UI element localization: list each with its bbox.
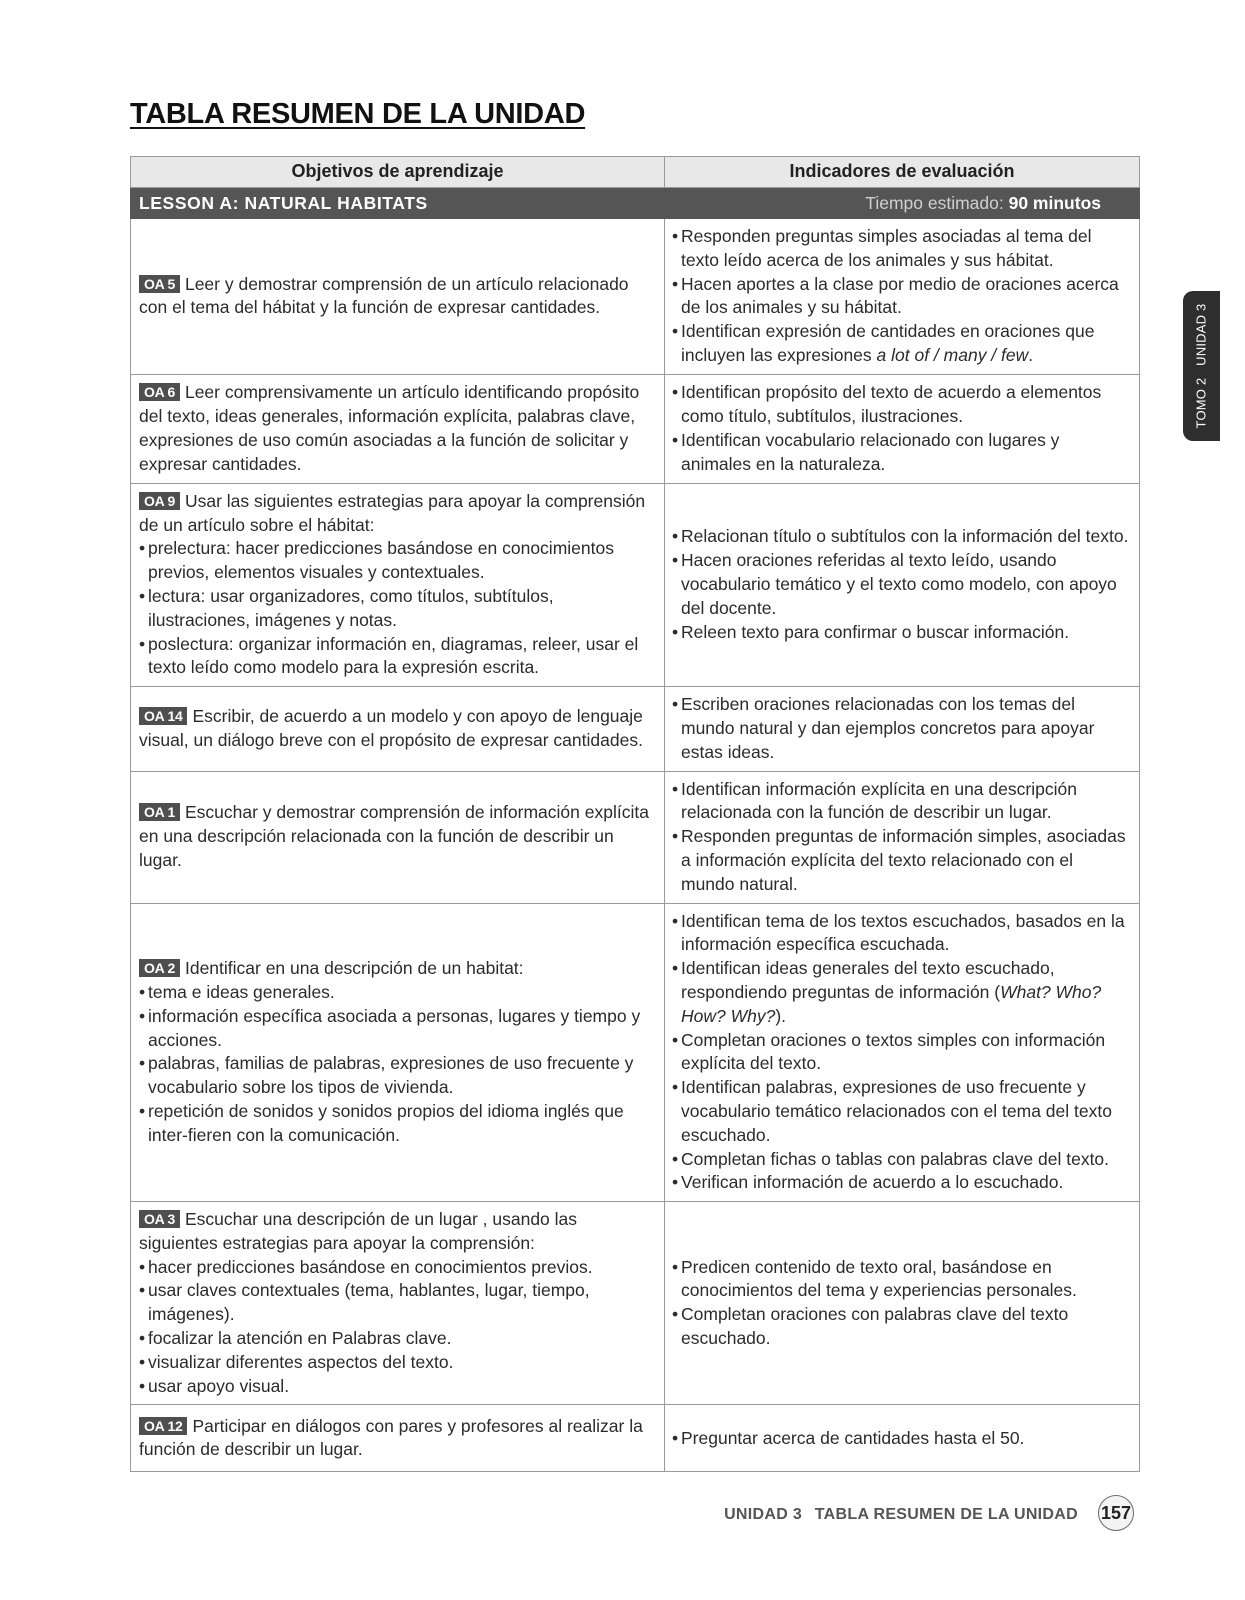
- objective-text-block: [139, 381, 656, 476]
- header-objectives: Objetivos de aprendizaje: [131, 157, 665, 188]
- objective-cell: [131, 771, 665, 903]
- oa-badge: OA 14: [139, 707, 187, 725]
- indicator-item: • Responden preguntas de información simples, asociadas a información explícita del texto relacionado con el mundo natural.: [672, 825, 1131, 896]
- oa-badge: OA 2: [139, 959, 180, 977]
- lesson-cell: [131, 188, 1140, 219]
- objective-list-item: • palabras, familias de palabras, expresiones de uso frecuente y vocabulario sobre los tipos de vivienda.: [139, 1052, 656, 1100]
- summary-table: [130, 156, 1140, 1472]
- footer-title: TABLA RESUMEN DE LA UNIDAD: [814, 1506, 1078, 1523]
- indicator-item: • Identifican tema de los textos escuchados, basados en la información específica escuchada.: [672, 910, 1131, 958]
- objective-cell: [131, 374, 665, 483]
- table-row: [131, 483, 1140, 686]
- oa-badge: OA 9: [139, 492, 180, 510]
- indicator-item: • Completan oraciones o textos simples con información explícita del texto.: [672, 1029, 1131, 1077]
- table-header-row: [131, 157, 1140, 188]
- lesson-time-value: 90 minutos: [1008, 193, 1101, 213]
- indicator-item: • Identifican información explícita en una descripción relacionada con la función de describir un lugar.: [672, 778, 1131, 826]
- objective-text-block: [139, 273, 656, 321]
- table-row: [131, 374, 1140, 483]
- objective-text: Escuchar una descripción de un lugar , usando las siguientes estrategias para apoyar la comprensión:: [139, 1209, 578, 1253]
- objective-text-block: [139, 957, 656, 981]
- objective-cell: [131, 903, 665, 1202]
- lesson-row: [131, 188, 1140, 219]
- indicator-list: [672, 525, 1131, 644]
- side-tab-tomo: TOMO 2: [1193, 377, 1209, 429]
- indicators-cell: [665, 771, 1140, 903]
- objective-text: Usar las siguientes estrategias para apoyar la comprensión de un artículo sobre el hábitat:: [139, 490, 646, 535]
- objective-list-item: • usar apoyo visual.: [139, 1375, 656, 1399]
- objective-list-item: • información específica asociada a personas, lugares y tiempo y acciones.: [139, 1005, 656, 1053]
- objective-text: Escribir, de acuerdo a un modelo y con apoyo de lenguaje visual, un diálogo breve con el propósito de expresar cantidades.: [139, 706, 643, 750]
- side-tab-text: [1194, 291, 1209, 441]
- indicator-list: [672, 778, 1131, 897]
- oa-badge: OA 12: [139, 1417, 187, 1435]
- objective-text-block: [139, 1415, 656, 1463]
- footer-unit: UNIDAD 3: [724, 1506, 803, 1523]
- indicator-list: [672, 1256, 1131, 1351]
- objective-cell: [131, 483, 665, 686]
- indicator-item: • Identifican expresión de cantidades en oraciones que incluyen las expresiones a lot of / many / few.: [672, 320, 1131, 368]
- objective-list-item: • lectura: usar organizadores, como títulos, subtítulos, ilustraciones, imágenes y notas.: [139, 585, 656, 633]
- indicator-item: • Escriben oraciones relacionadas con los temas del mundo natural y dan ejemplos concretos para apoyar estas ideas.: [672, 693, 1131, 764]
- objective-text-block: [139, 1208, 656, 1256]
- table-row: [131, 771, 1140, 903]
- indicators-cell: [665, 219, 1140, 375]
- objective-list-item: • repetición de sonidos y sonidos propios del idioma inglés que inter-fieren con la comunicación.: [139, 1100, 656, 1148]
- footer: [716, 1506, 1078, 1524]
- objective-text: Participar en diálogos con pares y profesores al realizar la función de describir un lugar.: [139, 1415, 643, 1460]
- indicator-list: [672, 225, 1131, 368]
- page-title: TABLA RESUMEN DE LA UNIDAD: [130, 98, 586, 130]
- indicator-item: • Responden preguntas simples asociadas al tema del texto leído acerca de los animales y sus hábitat.: [672, 225, 1131, 273]
- header-indicators: Indicadores de evaluación: [665, 157, 1140, 188]
- side-tab: [1183, 291, 1220, 441]
- indicators-cell: [665, 687, 1140, 771]
- indicators-cell: [665, 483, 1140, 686]
- indicator-item: • Identifican vocabulario relacionado con lugares y animales en la naturaleza.: [672, 429, 1131, 477]
- indicator-item: • Releen texto para confirmar o buscar información.: [672, 621, 1131, 645]
- objective-cell: [131, 219, 665, 375]
- lesson-name: LESSON A: NATURAL HABITATS: [139, 193, 428, 213]
- indicator-list: [672, 381, 1131, 476]
- lesson-time-label: Tiempo estimado:: [865, 193, 1004, 213]
- indicator-item: • Relacionan título o subtítulos con la información del texto.: [672, 525, 1131, 549]
- indicator-item: • Completan oraciones con palabras clave del texto escuchado.: [672, 1303, 1131, 1351]
- indicator-item: • Completan fichas o tablas con palabras clave del texto.: [672, 1148, 1131, 1172]
- objective-text: Leer y demostrar comprensión de un artículo relacionado con el tema del hábitat y la función de expresar cantidades.: [139, 273, 629, 318]
- indicators-cell: [665, 1202, 1140, 1405]
- lesson-time: [865, 188, 1101, 218]
- table-row: [131, 219, 1140, 375]
- objective-text-block: [139, 705, 656, 753]
- side-tab-unidad: UNIDAD 3: [1193, 303, 1209, 366]
- objective-text-block: [139, 801, 656, 872]
- objective-list-item: • usar claves contextuales (tema, hablantes, lugar, tiempo, imágenes).: [139, 1279, 656, 1327]
- indicator-item: • Identifican propósito del texto de acuerdo a elementos como título, subtítulos, ilustraciones.: [672, 381, 1131, 429]
- oa-badge: OA 6: [139, 383, 180, 401]
- indicator-list: [672, 693, 1131, 764]
- oa-badge: OA 3: [139, 1210, 180, 1228]
- indicator-list: [672, 910, 1131, 1196]
- objective-text: Identificar en una descripción de un habitat:: [184, 958, 524, 979]
- objective-list: [139, 981, 656, 1148]
- objective-cell: [131, 1405, 665, 1472]
- indicator-item: • Hacen oraciones referidas al texto leído, usando vocabulario temático y el texto como modelo, con apoyo del docente.: [672, 549, 1131, 620]
- table-row: [131, 903, 1140, 1202]
- oa-badge: OA 1: [139, 803, 180, 821]
- indicator-item: • Predicen contenido de texto oral, basándose en conocimientos del tema y experiencias personales.: [672, 1256, 1131, 1304]
- indicator-item: • Identifican palabras, expresiones de uso frecuente y vocabulario temático relacionados con el tema del texto escuchado.: [672, 1076, 1131, 1147]
- objective-text: Escuchar y demostrar comprensión de información explícita en una descripción relacionada con la función de describir un lugar.: [139, 802, 649, 870]
- indicators-cell: [665, 903, 1140, 1202]
- indicator-list: [672, 1427, 1131, 1451]
- objective-list-item: • prelectura: hacer predicciones basándose en conocimientos previos, elementos visuales y contextuales.: [139, 537, 656, 585]
- objective-cell: [131, 1202, 665, 1405]
- indicator-item: • Preguntar acerca de cantidades hasta el 50.: [672, 1427, 1131, 1451]
- objective-list-item: • visualizar diferentes aspectos del texto.: [139, 1351, 656, 1375]
- table-row: [131, 1405, 1140, 1472]
- objective-list-item: • tema e ideas generales.: [139, 981, 656, 1005]
- indicators-cell: [665, 1405, 1140, 1472]
- objective-list-item: • focalizar la atención en Palabras clave.: [139, 1327, 656, 1351]
- objective-list-item: • hacer predicciones basándose en conocimientos previos.: [139, 1256, 656, 1280]
- objective-text: Leer comprensivamente un artículo identificando propósito del texto, ideas generales, información explícita, palabras clave, expresiones de uso común asociadas a la función de solicitar y expresar cantidades.: [139, 382, 640, 474]
- indicator-item: • Identifican ideas generales del texto escuchado, respondiendo preguntas de información (What? Who? How? Why?).: [672, 957, 1131, 1028]
- table-row: [131, 1202, 1140, 1405]
- indicators-cell: [665, 374, 1140, 483]
- indicator-item: • Verifican información de acuerdo a lo escuchado.: [672, 1171, 1131, 1195]
- objective-list: [139, 537, 656, 680]
- indicator-item: • Hacen aportes a la clase por medio de oraciones acerca de los animales y su hábitat.: [672, 273, 1131, 321]
- page-number: 157: [1098, 1495, 1134, 1531]
- objective-text-block: [139, 490, 656, 538]
- objective-list-item: • poslectura: organizar información en, diagramas, releer, usar el texto leído como modelo para la expresión escrita.: [139, 633, 656, 681]
- oa-badge: OA 5: [139, 275, 180, 293]
- table-row: [131, 687, 1140, 771]
- objective-cell: [131, 687, 665, 771]
- objective-list: [139, 1256, 656, 1399]
